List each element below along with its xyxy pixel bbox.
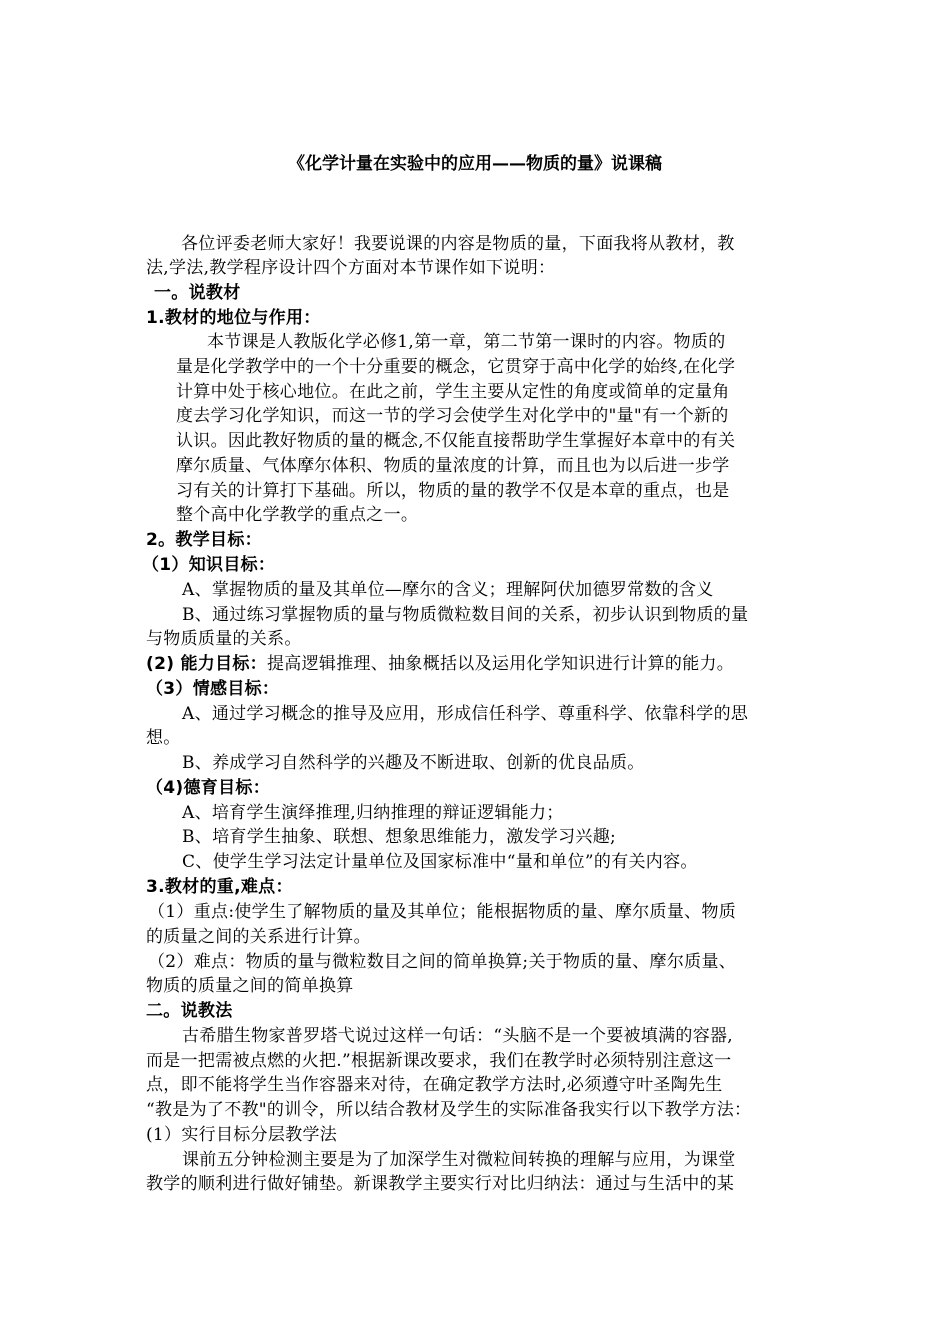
goal-heading-4: （4)德育目标： [146,778,270,798]
goal-text-2: 提高逻辑推理、抽象概括以及运用化学知识进行计算的能力。 [267,654,735,674]
goal-item: A、培育学生演绎推理,归纳推理的辩证逻辑能力； [182,803,564,823]
goal-heading-2: (2) 能力目标： [146,654,267,674]
goal-item: A、通过学习概念的推导及应用，形成信任科学、尊重科学、依靠科学的思 [182,704,749,724]
paragraph-line: “教是为了不教"的训令，所以结合教材及学生的实际准备我实行以下教学方法： [146,1100,752,1120]
goal-heading-1: （1）知识目标： [142,555,276,575]
paragraph-line: 古希腊生物家普罗塔弋说过这样一句话：“头脑不是一个要被填满的容器, [182,1026,733,1046]
paragraph-line: 教学的顺利进行做好铺垫。新课教学主要实行对比归纳法：通过与生活中的某 [146,1174,735,1194]
paragraph-line: 本节课是人教版化学必修1,第一章，第二节第一课时的内容。物质的 [207,332,726,352]
goal-item: A、掌握物质的量及其单位—摩尔的含义；理解阿伏加德罗常数的含义 [182,580,714,600]
paragraph-line: 整个高中化学教学的重点之一。 [176,505,419,525]
subheading-2: 2。教学目标： [146,530,262,550]
paragraph-line: 课前五分钟检测主要是为了加深学生对微粒间转换的理解与应用，为课堂 [182,1150,736,1170]
section-heading-1: 一。说教材 [154,283,241,303]
difficulty-line: 物质的质量之间的简单换算 [146,976,354,996]
paragraph-line: 点，即不能将学生当作容器来对待，在确定教学方法时,必须遵守叶圣陶先生 [146,1075,723,1095]
paragraph-line: 而是一把需被点燃的火把.”根据新课改要求，我们在教学时必须特别注意这一 [146,1051,732,1071]
goal-item-cont: 想。 [146,728,181,748]
paragraph-line: 计算中处于核心地位。在此之前，学生主要从定性的角度或简单的定量角 [176,382,730,402]
section-heading-2: 二。说教法 [146,1001,233,1021]
intro-line-2: 法,学法,教学程序设计四个方面对本节课作如下说明： [146,258,556,278]
paragraph-line: 度去学习化学知识，而这一节的学习会使学生对化学中的"量"有一个新的 [176,406,729,426]
intro-line-1: 各位评委老师大家好！我要说课的内容是物质的量，下面我将从教材，教 [181,234,735,254]
goal-item-cont: 与物质质量的关系。 [146,629,302,649]
paragraph-line: 量是化学教学中的一个十分重要的概念，它贯穿于高中化学的始终,在化学 [176,357,736,377]
goal-heading-2-line [146,652,816,676]
key-point-line: （1）重点:使学生了解物质的量及其单位；能根据物质的量、摩尔质量、物质 [148,902,737,922]
paragraph-line: 摩尔质量、气体摩尔体积、物质的量浓度的计算，而且也为以后进一步学 [176,456,730,476]
paragraph-line: 习有关的计算打下基础。所以，物质的量的教学不仅是本章的重点，也是 [176,481,730,501]
key-point-line: 的质量之间的关系进行计算。 [146,927,371,947]
goal-item: B、养成学习自然科学的兴趣及不断进取、创新的优良品质。 [182,753,645,773]
difficulty-line: （2）难点：物质的量与微粒数目之间的简单换算;关于物质的量、摩尔质量、 [148,952,737,972]
method-item: (1）实行目标分层教学法 [146,1125,338,1145]
goal-item: B、培育学生抽象、联想、想象思维能力，激发学习兴趣; [182,827,617,847]
goal-item: B、通过练习掌握物质的量与物质微粒数目间的关系，初步认识到物质的量 [182,605,749,625]
paragraph-line: 认识。因此教好物质的量的概念,不仅能直接帮助学生掌握好本章中的有关 [176,431,736,451]
subheading-3: 3.教材的重,难点： [146,877,293,897]
subheading-1: 1.教材的地位与作用： [146,308,321,328]
goal-heading-3: （3）情感目标： [146,679,280,699]
goal-item: C、使学生学习法定计量单位及国家标准中“量和单位”的有关内容。 [182,852,698,872]
document-title: 《化学计量在实验中的应用——物质的量》说课稿 [288,154,662,174]
